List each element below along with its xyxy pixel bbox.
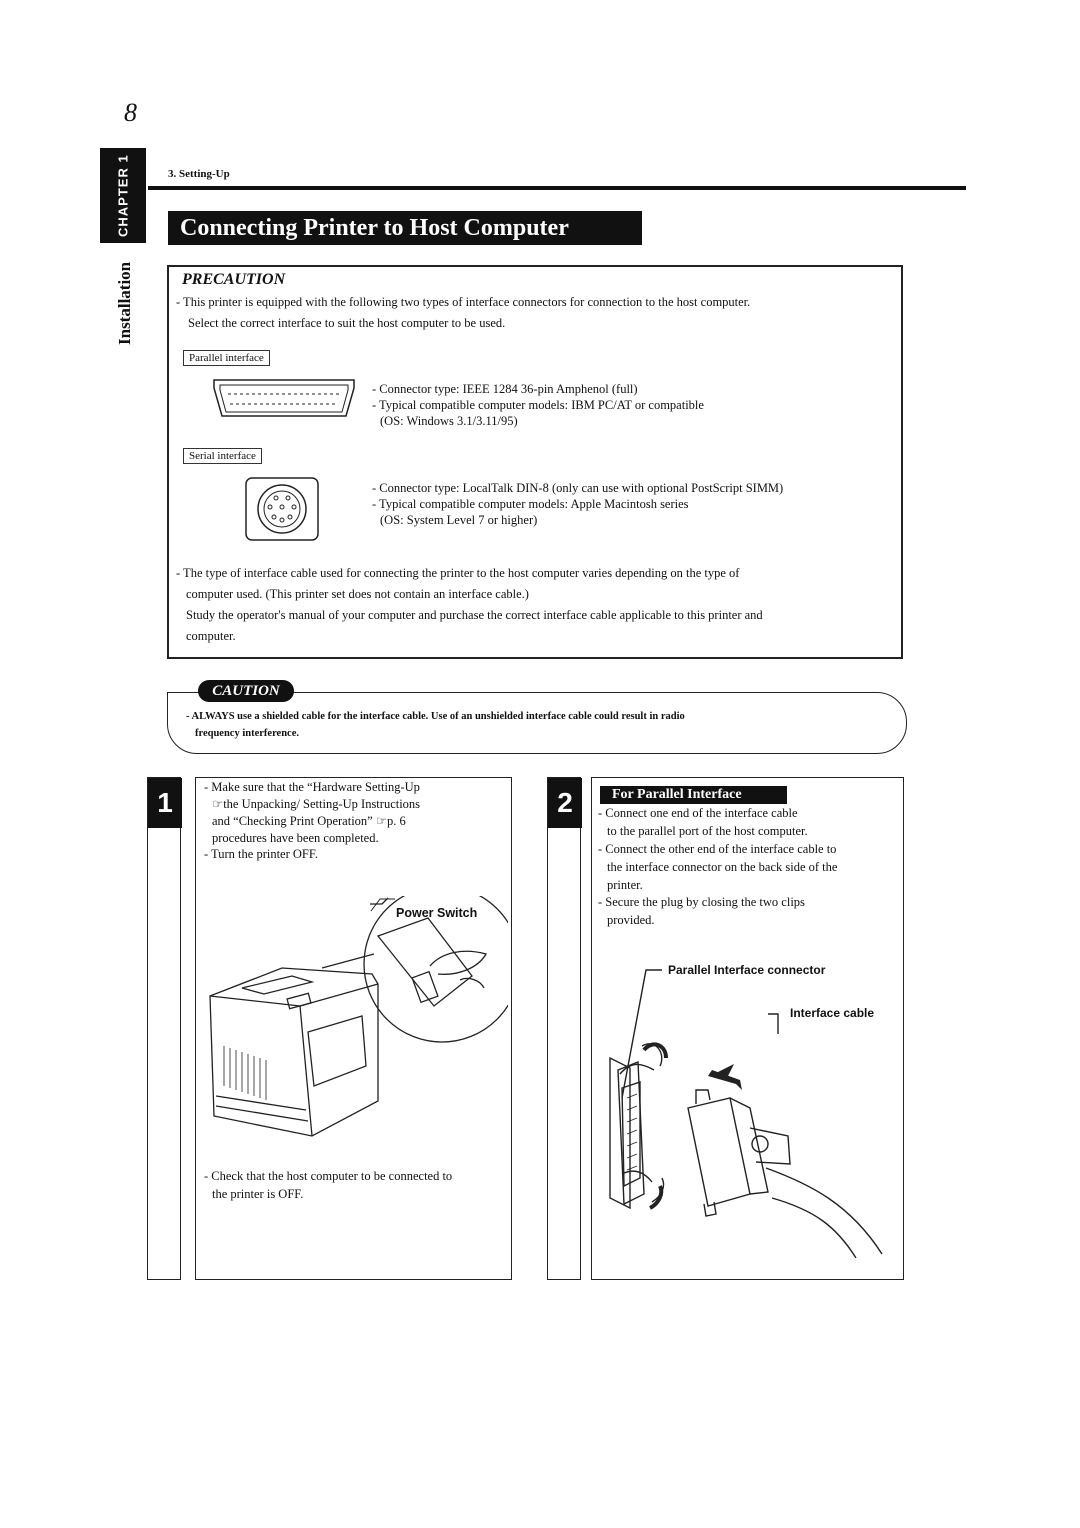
step-1-number: 1	[148, 778, 182, 828]
step-1-check-1: - Check that the host computer to be connected to	[204, 1169, 453, 1183]
step-1-line-4: procedures have been completed.	[212, 831, 379, 845]
serial-line-3: (OS: System Level 7 or higher)	[380, 513, 538, 527]
cable-note-4: computer.	[186, 629, 236, 643]
step-2-line-6: - Secure the plug by closing the two clips	[598, 895, 805, 909]
page-title: Connecting Printer to Host Computer	[168, 211, 642, 245]
step-1-check-2: the printer is OFF.	[212, 1187, 304, 1201]
serial-line-2: - Typical compatible computer models: Apple Macintosh series	[372, 497, 689, 511]
step-2-bar	[547, 777, 581, 1280]
precaution-intro-2: Select the correct interface to suit the host computer to be used.	[188, 316, 506, 330]
caution-line-1: - ALWAYS use a shielded cable for the interface cable. Use of an unshielded interface cable could result in radio	[186, 711, 685, 722]
step-2-line-2: to the parallel port of the host computer.	[607, 824, 808, 838]
caution-text	[186, 708, 886, 742]
power-switch-label: Power Switch	[396, 906, 478, 920]
parallel-connector-label: Parallel Interface connector	[668, 963, 826, 977]
step-2-line-3: - Connect the other end of the interface cable to	[598, 842, 837, 856]
cable-note-3: Study the operator's manual of your computer and purchase the correct interface cable applicable to this printer and	[186, 608, 763, 622]
interface-cable-label: Interface cable	[790, 1006, 875, 1020]
step-1-line-3: and “Checking Print Operation” ☞p. 6	[212, 814, 406, 828]
step-1-bar	[147, 777, 181, 1280]
step-2-line-4: the interface connector on the back side of the	[607, 860, 838, 874]
caution-heading: CAUTION	[198, 680, 294, 702]
parallel-line-3: (OS: Windows 3.1/3.11/95)	[380, 414, 518, 428]
serial-interface-label: Serial interface	[183, 448, 262, 464]
step-2-line-5: printer.	[607, 878, 643, 892]
step-1-line-1: - Make sure that the “Hardware Setting-Up	[204, 780, 420, 794]
parallel-cable-illustration	[600, 958, 896, 1258]
cable-note-2: computer used. (This printer set does not contain an interface cable.)	[186, 587, 529, 601]
parallel-line-2: - Typical compatible computer models: IBM PC/AT or compatible	[372, 398, 704, 412]
step-2-heading: For Parallel Interface	[600, 786, 787, 804]
step-1-line-2: ☞the Unpacking/ Setting-Up Instructions	[212, 797, 421, 811]
parallel-line-1: - Connector type: IEEE 1284 36-pin Amphenol (full)	[372, 382, 638, 396]
step-2-line-1: - Connect one end of the interface cable	[598, 806, 798, 820]
cable-note-1: - The type of interface cable used for connecting the printer to the host computer varies depending on the type of	[176, 566, 740, 580]
caution-line-2: frequency interference.	[195, 728, 299, 739]
step-1-line-5: - Turn the printer OFF.	[204, 847, 318, 861]
power-switch-leader-line	[370, 898, 396, 912]
precaution-intro-1: - This printer is equipped with the following two types of interface connectors for connection to the host computer.	[176, 295, 751, 309]
din8-connector-icon	[244, 476, 320, 542]
section-label: 3. Setting-Up	[168, 168, 230, 180]
step-2-number: 2	[548, 778, 582, 828]
parallel-interface-label: Parallel interface	[183, 350, 270, 366]
printer-power-switch-illustration	[202, 896, 508, 1148]
step-2-line-7: provided.	[607, 913, 655, 927]
side-label: Installation	[115, 261, 134, 345]
precaution-heading: PRECAUTION	[182, 271, 286, 288]
page-number: 8	[124, 98, 137, 127]
chapter-tab: CHAPTER 1	[100, 148, 146, 243]
header-rule	[148, 186, 966, 190]
serial-line-1: - Connector type: LocalTalk DIN-8 (only can use with optional PostScript SIMM)	[372, 481, 784, 495]
parallel-connector-icon	[208, 376, 360, 422]
